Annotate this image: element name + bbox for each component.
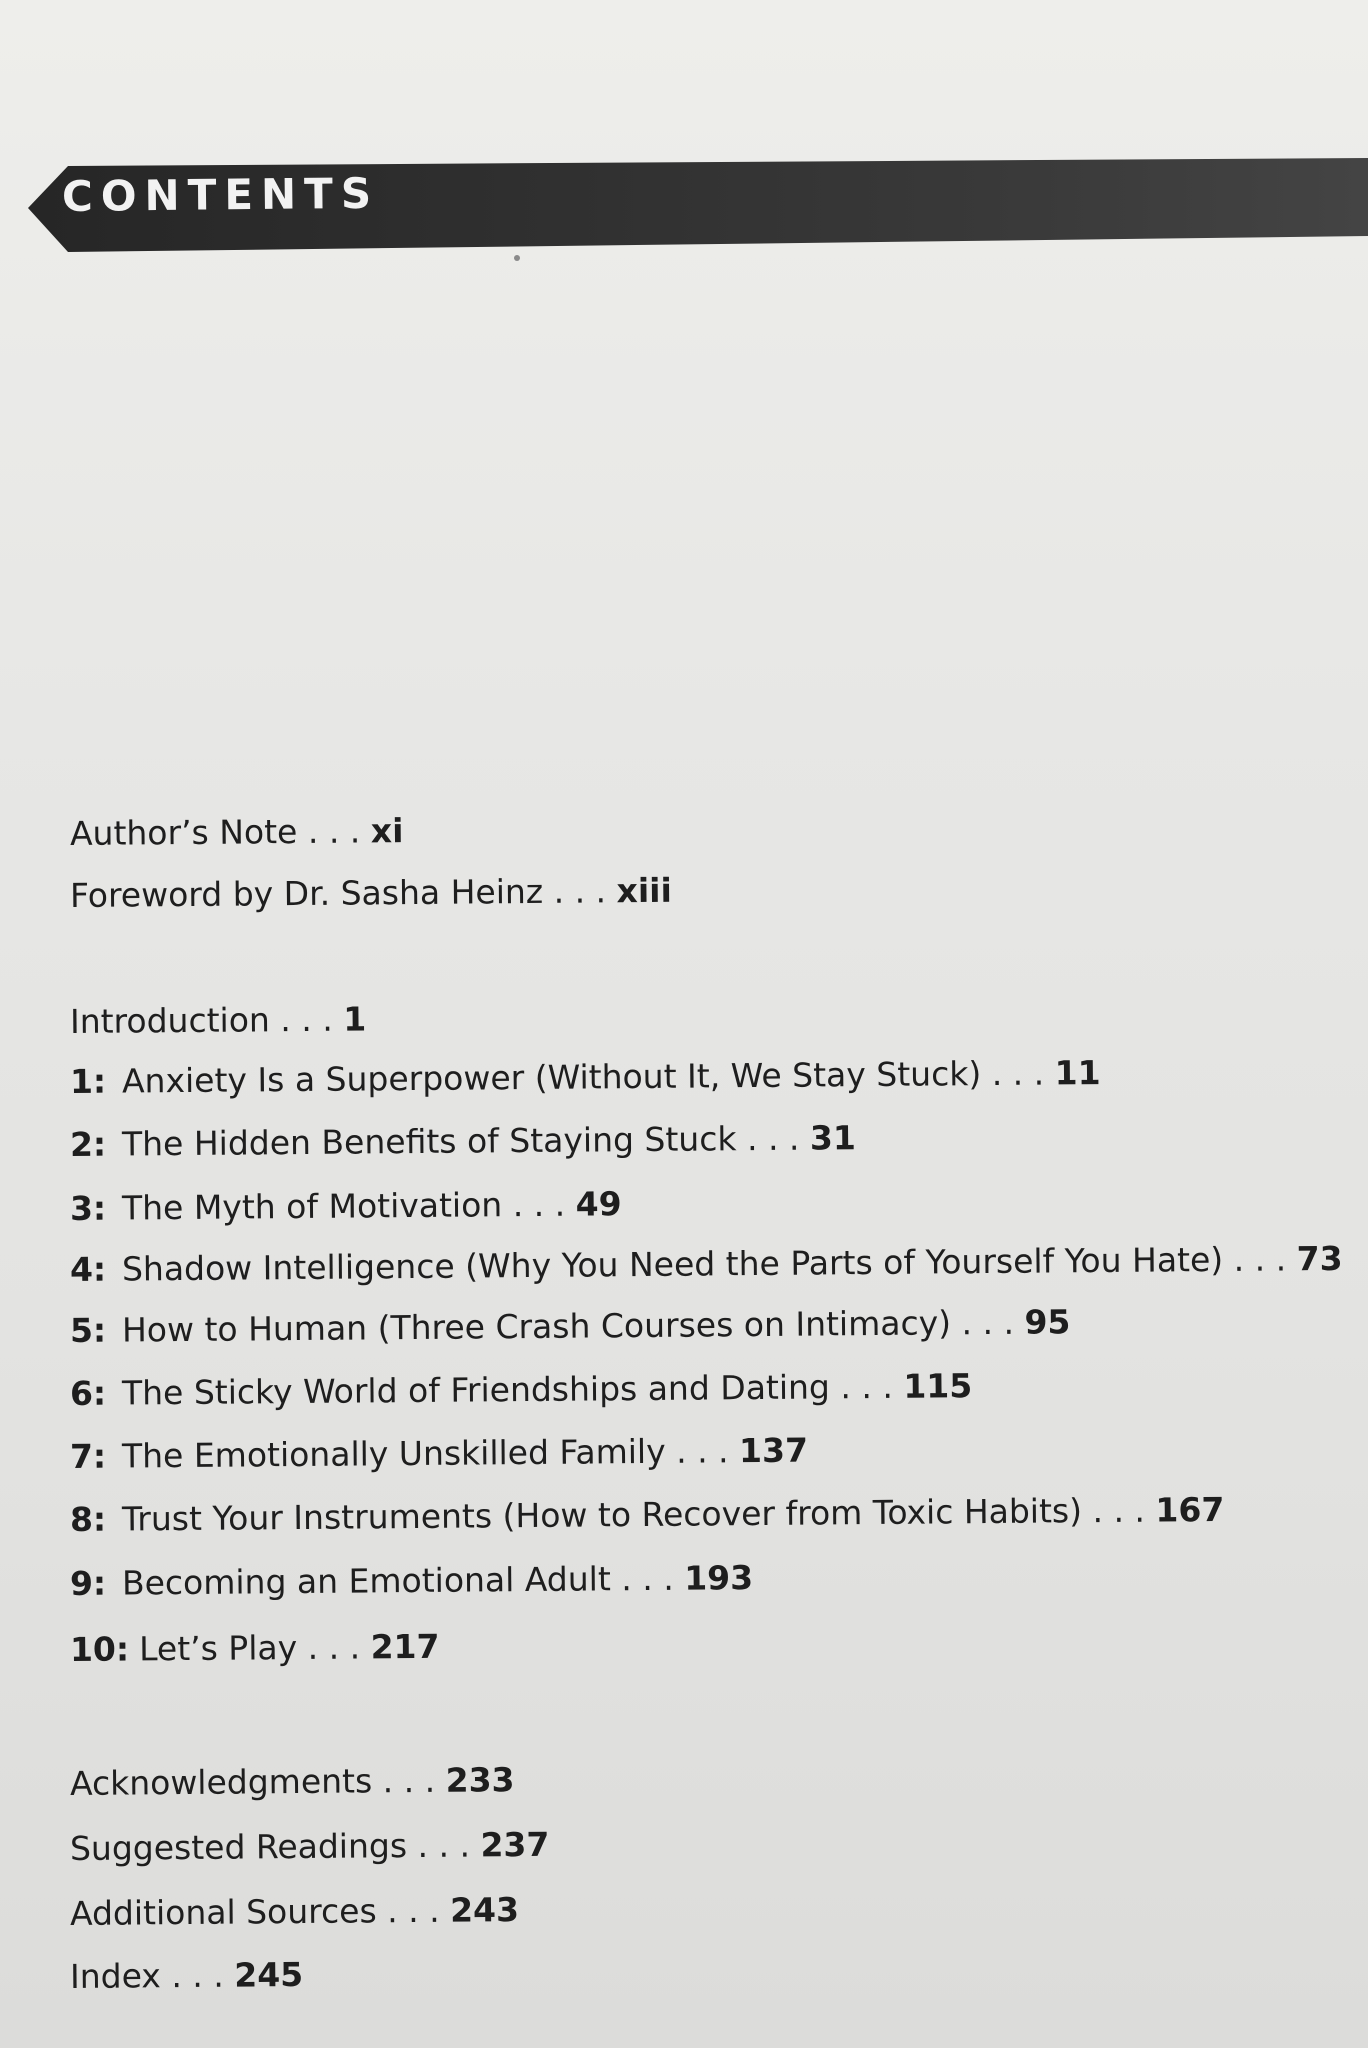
- toc-entry-authors-note: [70, 811, 404, 854]
- toc-page-number: 245: [234, 1954, 304, 1995]
- toc-entry-title: The Emotionally Unskilled Family: [121, 1431, 666, 1476]
- toc-entry-title: Let’s Play: [138, 1628, 298, 1669]
- toc-page-number: 237: [480, 1824, 550, 1865]
- toc-page-number: 31: [809, 1118, 857, 1158]
- toc-leader: . . .: [376, 1890, 451, 1931]
- toc-entry-title: The Myth of Motivation: [121, 1185, 503, 1228]
- toc-page-number: xi: [370, 811, 404, 851]
- toc-page-number: 11: [1054, 1053, 1101, 1093]
- toc-entry-title: The Hidden Benefits of Staying Stuck: [121, 1119, 737, 1164]
- toc-entry-title: Trust Your Instruments (How to Recover from Toxic Habits): [121, 1491, 1083, 1539]
- toc-entry-chapter-6: [70, 1366, 973, 1414]
- toc-page-number: 73: [1296, 1238, 1343, 1279]
- toc-leader: . . .: [665, 1431, 740, 1471]
- toc-leader: . . .: [372, 1760, 446, 1801]
- toc-entry-chapter-10: [70, 1627, 440, 1670]
- toc-entry-title: Additional Sources: [69, 1891, 377, 1933]
- toc-entry-additional-sources: [70, 1890, 519, 1934]
- toc-page-number: xiii: [616, 870, 672, 911]
- toc-entry-introduction: [70, 999, 367, 1042]
- toc-leader: . . .: [950, 1302, 1025, 1343]
- chapter-number: 9:: [69, 1563, 107, 1603]
- toc-page-number: 49: [575, 1184, 622, 1224]
- toc-leader: . . .: [1081, 1490, 1156, 1531]
- toc-page-number: 95: [1024, 1302, 1071, 1342]
- toc-entry-acknowledgments: [70, 1760, 515, 1804]
- toc-page-number: 167: [1155, 1489, 1225, 1530]
- toc-entry-chapter-8: [70, 1490, 1225, 1540]
- chapter-number: 6:: [69, 1373, 107, 1413]
- toc-leader: . . .: [406, 1825, 481, 1866]
- toc-leader: . . .: [296, 1627, 371, 1668]
- toc-entry-title: Anxiety Is a Superpower (Without It, We Stay Stuck): [121, 1054, 982, 1101]
- toc-entry-foreword: [70, 871, 672, 916]
- toc-leader: . . .: [297, 811, 371, 852]
- chapter-number: 4:: [69, 1249, 107, 1289]
- toc-entry-chapter-9: [70, 1558, 753, 1604]
- toc-leader: . . .: [502, 1184, 576, 1225]
- chapter-number: 7:: [69, 1436, 107, 1476]
- toc-page-number: 137: [738, 1430, 809, 1471]
- toc-leader: . . .: [160, 1955, 235, 1996]
- toc-page-number: 193: [684, 1558, 754, 1598]
- chapter-number: 3:: [69, 1188, 107, 1228]
- chapter-number: 5:: [69, 1310, 107, 1350]
- toc-entry-title: Becoming an Emotional Adult: [121, 1559, 611, 1603]
- toc-entry-suggested-readings: [70, 1825, 550, 1869]
- toc-page-number: 233: [445, 1760, 515, 1800]
- toc-page-number: 115: [903, 1366, 973, 1406]
- toc-leader: . . .: [736, 1118, 811, 1159]
- toc-page-number: 243: [449, 1890, 520, 1930]
- toc-leader: . . .: [829, 1366, 904, 1407]
- toc-entry-chapter-2: [70, 1118, 856, 1165]
- toc-entry-title: The Sticky World of Friendships and Dating: [121, 1367, 831, 1413]
- toc-leader: . . .: [981, 1053, 1055, 1094]
- chapter-number: 10:: [69, 1629, 130, 1669]
- toc-entry-title: Acknowledgments: [69, 1761, 373, 1803]
- chapter-number: 1:: [69, 1061, 107, 1101]
- toc-leader: . . .: [542, 871, 617, 911]
- toc-page-number: 217: [370, 1626, 440, 1667]
- toc-entry-title: Introduction: [69, 1000, 271, 1041]
- toc-leader: . . .: [269, 999, 344, 1040]
- contents-heading: CONTENTS: [61, 168, 380, 221]
- toc-entry-title: Author’s Note: [69, 812, 298, 853]
- toc-entry-title: Suggested Readings: [69, 1826, 408, 1868]
- toc-entry-title: Index: [69, 1956, 162, 1996]
- toc-entry-title: How to Human (Three Crash Courses on Intimacy): [121, 1303, 952, 1350]
- toc-entry-chapter-5: [70, 1302, 1071, 1351]
- toc-page-number: 1: [343, 999, 367, 1039]
- toc-entry-chapter-1: [70, 1053, 1101, 1102]
- toc-leader: . . .: [1223, 1239, 1297, 1279]
- chapter-number: 2:: [69, 1124, 107, 1164]
- toc-entry-title: Foreword by Dr. Sasha Heinz: [69, 871, 544, 915]
- toc-entry-chapter-4: [70, 1239, 1343, 1290]
- toc-entry-chapter-3: [70, 1184, 622, 1229]
- toc-entry-title: Shadow Intelligence (Why You Need the Parts of Yourself You Hate): [121, 1239, 1224, 1289]
- toc-leader: . . .: [610, 1558, 685, 1599]
- toc-entry-chapter-7: [70, 1431, 808, 1477]
- toc-entry-index: [70, 1955, 304, 1997]
- chapter-number: 8:: [69, 1499, 107, 1539]
